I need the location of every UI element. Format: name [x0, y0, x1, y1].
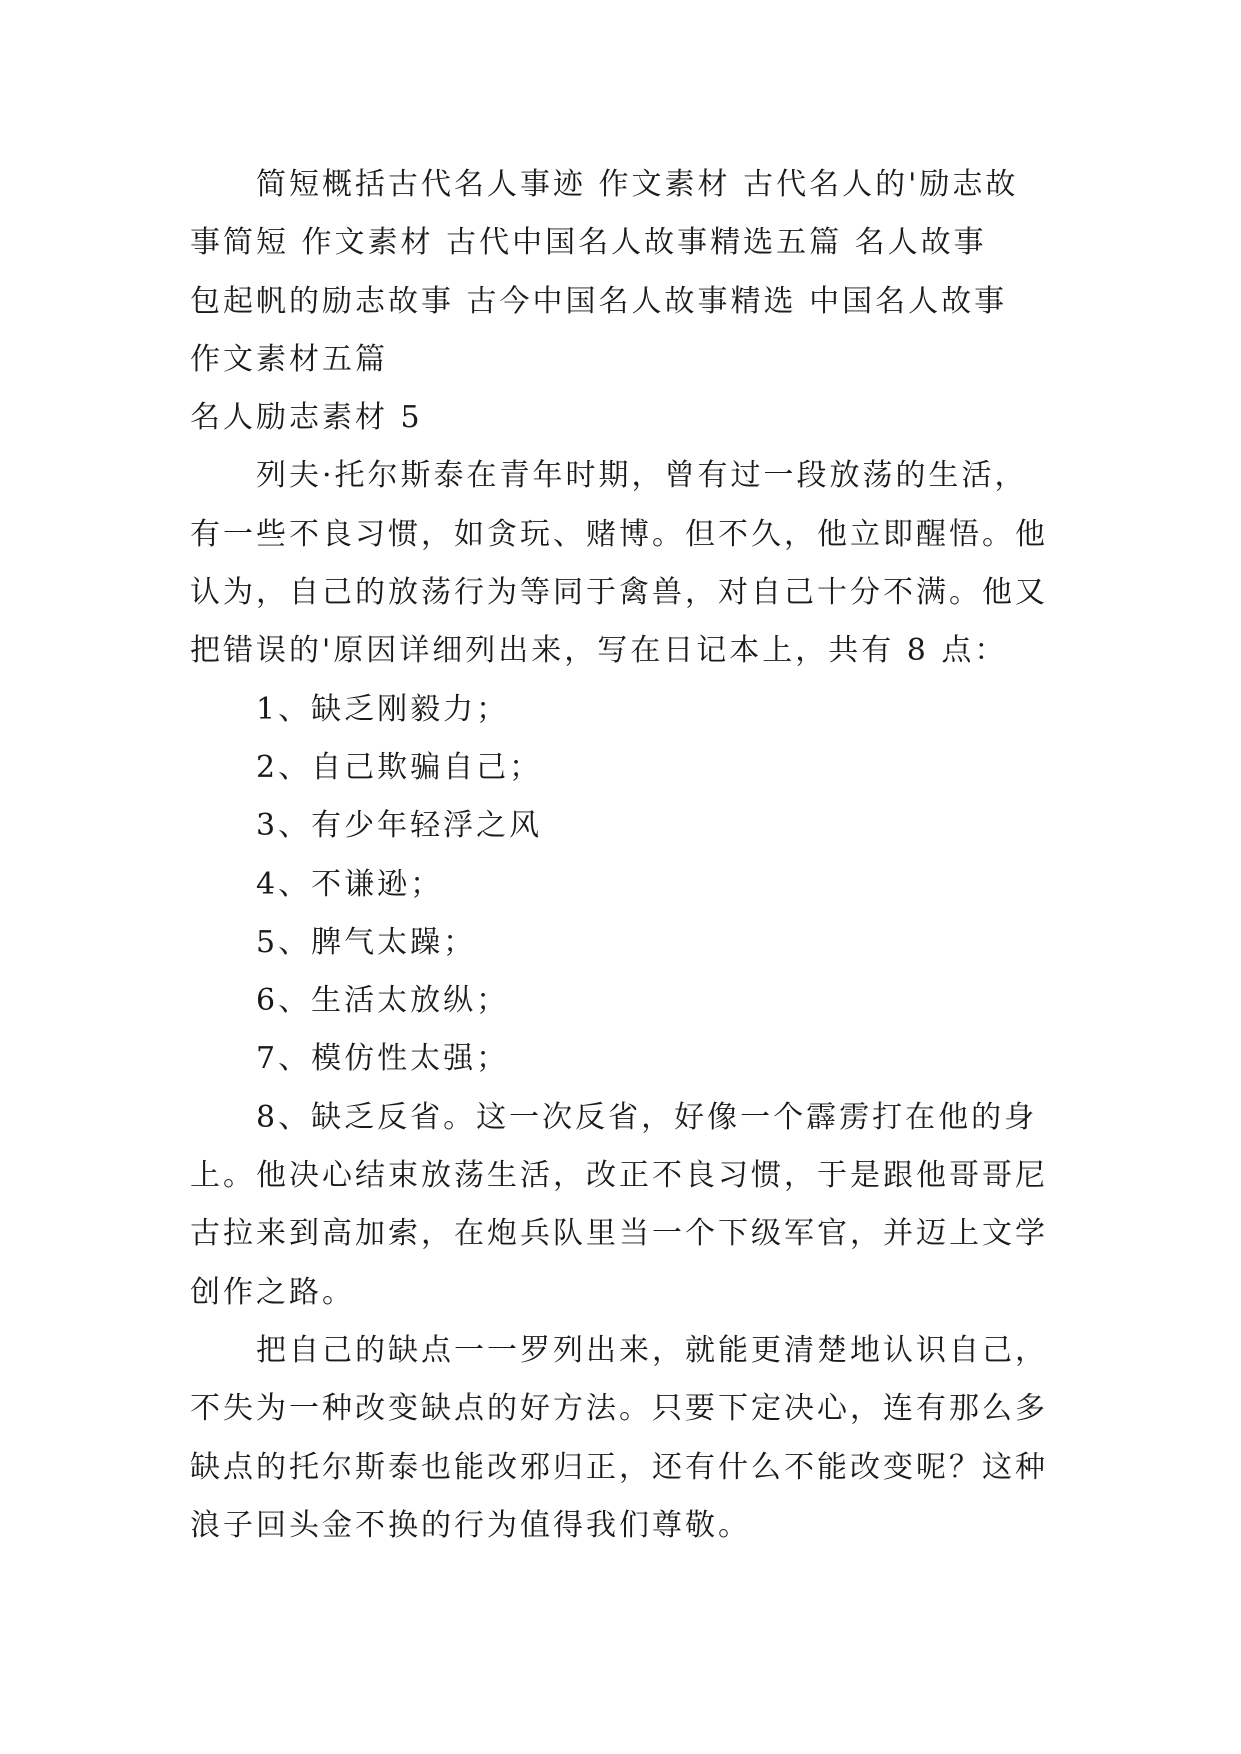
paragraph-line: 认为，自己的放荡行为等同于禽兽，对自己十分不满。他又	[190, 575, 1048, 611]
intro-paragraph	[190, 156, 1050, 389]
intro-line: 作文素材五篇	[190, 341, 388, 377]
paragraph-line: 缺点的托尔斯泰也能改邪归正，还有什么不能改变呢？这种	[190, 1449, 1048, 1485]
paragraph-line: 列夫·托尔斯泰在青年时期，曾有过一段放荡的生活，	[256, 458, 1028, 494]
story-paragraph-1	[190, 447, 1050, 680]
list-item: 4、不谦逊；	[256, 866, 444, 902]
paragraph-line: 把自己的缺点一一罗列出来，就能更清楚地认识自己，	[256, 1332, 1048, 1368]
intro-line: 事简短 作文素材 古代中国名人故事精选五篇 名人故事	[190, 225, 987, 261]
section-title: 名人励志素材 5	[190, 400, 423, 436]
list-item: 3、有少年轻浮之风	[256, 808, 543, 844]
paragraph-line: 浪子回头金不换的行为值得我们尊敬。	[190, 1507, 751, 1543]
paragraph-line: 有一些不良习惯，如贪玩、赌博。但不久，他立即醒悟。他	[190, 516, 1048, 552]
intro-line: 简短概括古代名人事迹 作文素材 古代名人的'励志故	[256, 167, 1019, 202]
paragraph-line: 不失为一种改变缺点的好方法。只要下定决心，连有那么多	[190, 1391, 1048, 1427]
document-body	[190, 156, 1050, 1555]
story-paragraph-2	[190, 1089, 1050, 1322]
list-item: 2、自己欺骗自己；	[256, 749, 543, 785]
fault-list	[190, 681, 1050, 1089]
list-item: 6、生活太放纵；	[256, 983, 510, 1019]
list-item: 1、缺乏刚毅力；	[256, 691, 510, 727]
paragraph-line: 上。他决心结束放荡生活，改正不良习惯，于是跟他哥哥尼	[190, 1158, 1048, 1194]
story-paragraph-3	[190, 1322, 1050, 1555]
list-item: 5、脾气太躁；	[256, 924, 477, 960]
paragraph-line: 把错误的'原因详细列出来，写在日记本上，共有 8 点：	[190, 633, 1008, 669]
intro-line: 包起帆的励志故事 古今中国名人故事精选 中国名人故事	[190, 283, 1008, 319]
paragraph-line: 创作之路。	[190, 1274, 355, 1310]
list-item: 7、模仿性太强；	[256, 1041, 510, 1077]
paragraph-line: 古拉来到高加索，在炮兵队里当一个下级军官，并迈上文学	[190, 1216, 1048, 1252]
paragraph-line: 8、缺乏反省。这一次反省，好像一个霹雳打在他的身	[256, 1099, 1038, 1135]
